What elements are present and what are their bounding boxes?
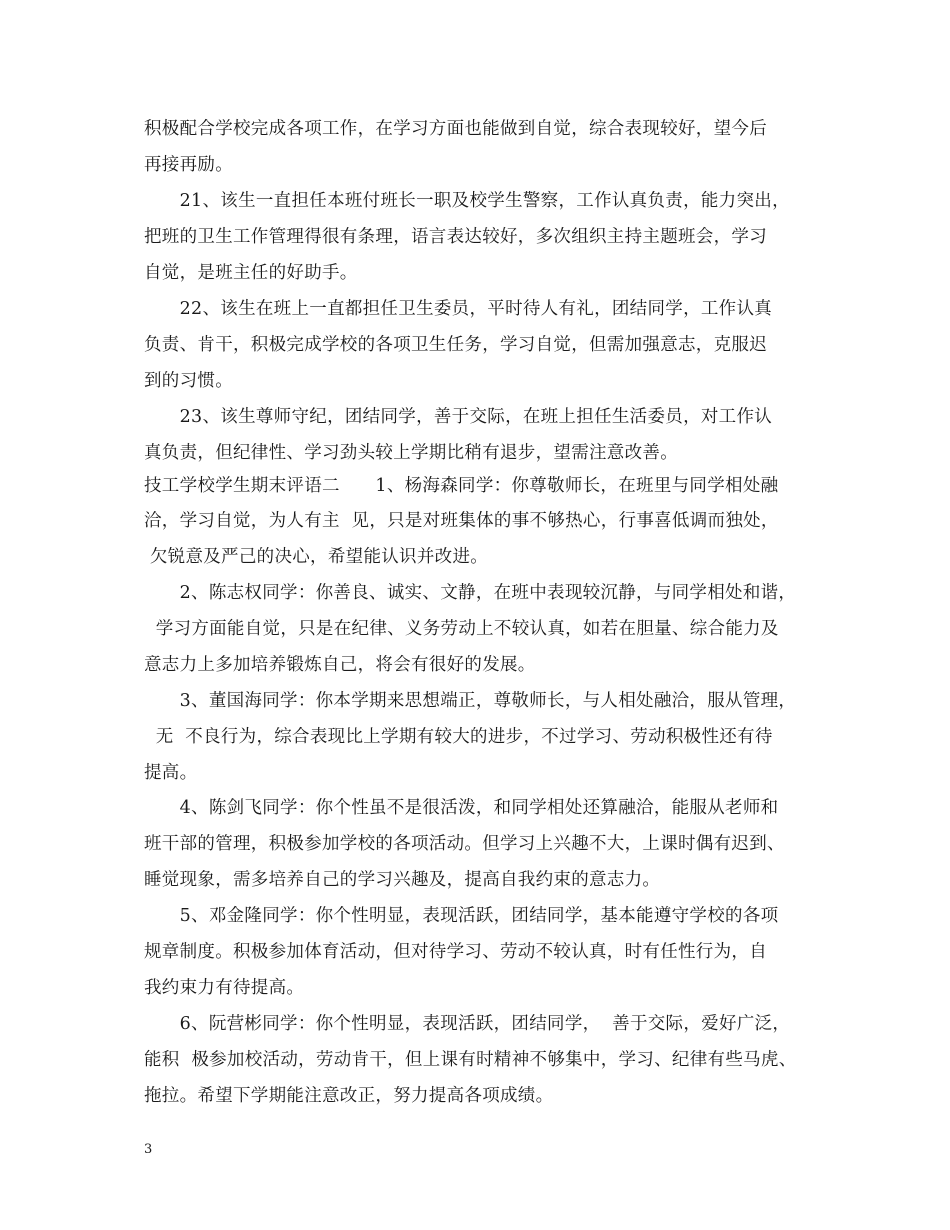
text-line: 23、该生尊师守纪，团结同学，善于交际，在班上担任生活委员，对工作认 [144,407,773,427]
text-line: 把班的卫生工作管理得很有条理，语言表达较好，多次组织主持主题班会，学习 [144,227,767,247]
text-line: 规章制度。积极参加体育活动，但对待学习、劳动不较认真，时有任性行为，自 [144,942,767,962]
text-line: 5、邓金隆同学：你个性明显，表现活跃，团结同学，基本能遵守学校的各项 [144,906,779,926]
text-line: 我约束力有待提高。 [144,978,305,998]
text-line: 真负责，但纪律性、学习劲头较上学期比稍有退步，望需注意改善。 [144,443,678,463]
text-line: 欠锐意及严己的决心，希望能认识并改进。 [144,547,489,567]
text-line: 21、该生一直担任本班付班长一职及校学生警察，工作认真负责，能力突出， [144,191,790,211]
text-line: 意志力上多加培养锻炼自己，将会有很好的发展。 [144,655,536,675]
text-line: 6、阮营彬同学：你个性明显，表现活跃，团结同学， 善于交际，爱好广泛， [144,1014,791,1034]
text-line: 3、董国海同学：你本学期来思想端正，尊敬师长，与人相处融洽，服从管理， [144,691,797,711]
text-line: 能积 极参加校活动，劳动肯干，但上课有时精神不够集中，学习、纪律有些马虎、 [144,1050,797,1070]
text-line: 技工学校学生期末评语二 1、杨海森同学：你尊敬师长，在班里与同学相处融 [144,476,779,496]
text-line: 洽，学习自觉，为人有主 见，只是对班集体的事不够热心，行事喜低调而独处， [144,511,779,531]
text-line: 22、该生在班上一直都担任卫生委员，平时待人有礼，团结同学，工作认真 [144,299,773,319]
text-line: 无 不良行为，综合表现比上学期有较大的进步，不过学习、劳动积极性还有待 [144,727,773,747]
text-line: 班干部的管理，积极参加学校的各项活动。但学习上兴趣不大，上课时偶有迟到、 [144,834,785,854]
text-line: 负责、肯干，积极完成学校的各项卫生任务，学习自觉，但需加强意志，克服迟 [144,335,767,355]
text-line: 提高。 [144,763,198,783]
text-line: 睡觉现象，需多培养自己的学习兴趣及，提高自我约束的意志力。 [144,870,661,890]
text-line: 再接再励。 [144,155,233,175]
page-number: 3 [144,1142,153,1157]
text-line: 拖拉。希望下学期能注意改正，努力提高各项成绩。 [144,1086,554,1106]
text-line: 2、陈志权同学：你善良、诚实、文静，在班中表现较沉静，与同学相处和谐， [144,583,797,603]
text-line: 学习方面能自觉，只是在纪律、义务劳动上不较认真，如若在胆量、综合能力及 [144,619,779,639]
text-line: 积极配合学校完成各项工作，在学习方面也能做到自觉，综合表现较好，望今后 [144,119,767,139]
text-line: 自觉，是班主任的好助手。 [144,263,358,283]
text-line: 到的习惯。 [144,371,233,391]
text-line: 4、陈剑飞同学：你个性虽不是很活泼，和同学相处还算融洽，能服从老师和 [144,798,779,818]
